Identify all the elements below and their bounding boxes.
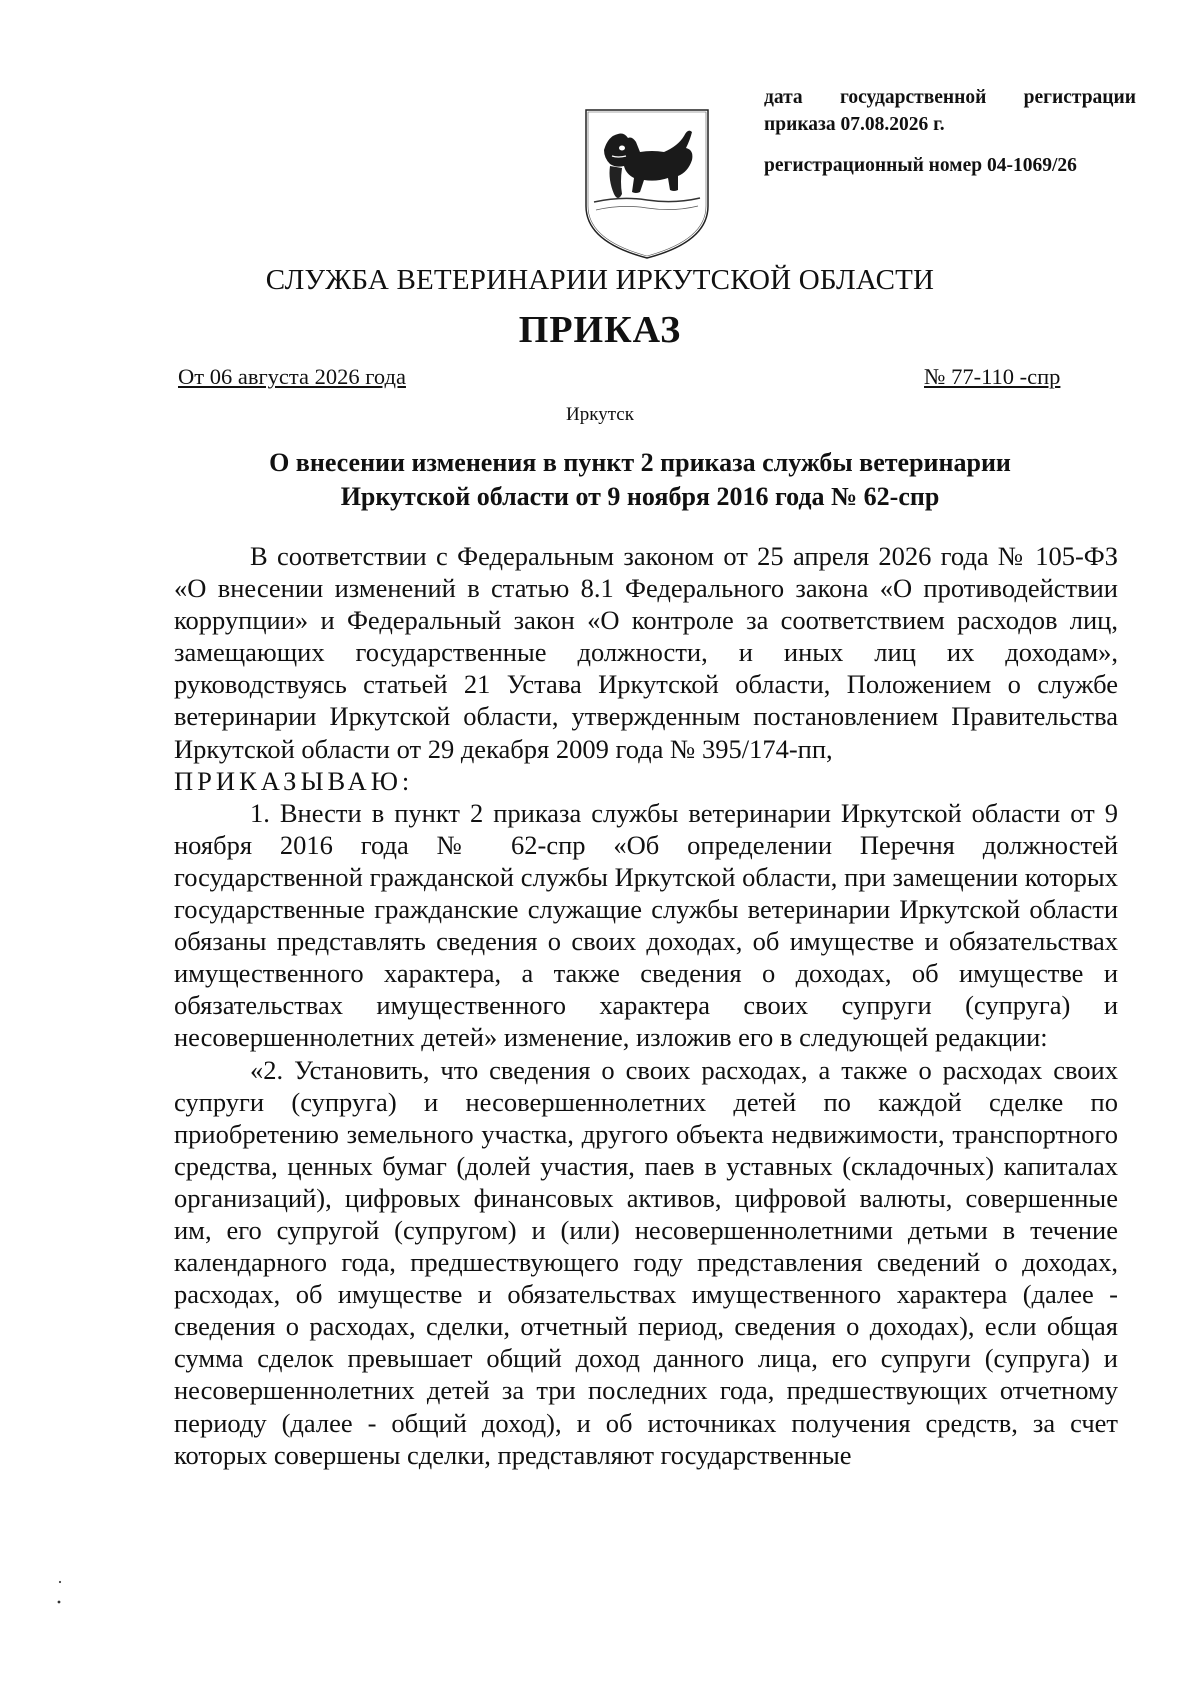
scan-speck-marks (56, 1578, 64, 1608)
subject-line-1: О внесении изменения в пункт 2 приказа службы ветеринарии (269, 448, 1011, 477)
registration-number: регистрационный номер 04-1069/26 (764, 155, 1077, 176)
order-subject (200, 446, 1080, 514)
registration-date-label: дата государственной регистрации (764, 87, 1136, 108)
order-body (174, 540, 1118, 1471)
order-date: От 06 августа 2026 года (178, 364, 406, 389)
point-1-paragraph: 1. Внести в пункт 2 приказа службы ветеринарии Иркутской области от 9 ноября 2016 года № 62-спр «Об определении Перечня должностей государственной гражданской службы Иркутской области, при замещении которых государственные гражданские служащие службы ветеринарии Иркутской области обязаны представлять сведения о своих доходах, об имуществе и обязательствах имущественного характера, а также сведения о доходах, об имуществе и обязательствах имущественного характера своих супруги (супруга) и несовершеннолетних детей» изменение, изложив его в следующей редакции: (174, 797, 1118, 1053)
organization-name: СЛУЖБА ВЕТЕРИНАРИИ ИРКУТСКОЙ ОБЛАСТИ (265, 264, 935, 296)
document-type-title: ПРИКАЗ (518, 309, 682, 351)
irkutsk-coat-of-arms-icon (582, 106, 712, 260)
order-word: ПРИКАЗЫВАЮ: (174, 765, 414, 796)
registration-date: приказа 07.08.2026 г. (764, 114, 945, 135)
point-2-paragraph: «2. Установить, что сведения о своих расходах, а также о расходах своих супруги (супруга) и несовершеннолетних детей по каждой сделке по приобретению земельного участка, другого объекта недвижимости, транспортного средства, ценных бумаг (долей участия, паев в уставных (складочных) капиталах организаций), цифровых финансовых активов, цифровой валюты, совершенные им, его супругой (супругом) и (или) несовершеннолетними детьми в течение календарного года, предшествующего году представления сведений о доходах, расходах, об имуществе и обязательствах имущественного характера (далее - сведения о расходах, сделки, отчетный период, сведения о доходах), если общая сумма сделок превышает общий доход данного лица, его супруги (супруга) и несовершеннолетних детей за три последних года, предшествующих отчетному периоду (далее - общий доход), и об источниках получения средств, за счет которых совершены сделки, представляют государственные (174, 1054, 1118, 1470)
preamble-paragraph: В соответствии с Федеральным законом от 25 апреля 2026 года № 105-ФЗ «О внесении изменений в статью 8.1 Федерального закона «О противодействии коррупции» и Федеральный закон «О контроле за соответствием расходов лиц, замещающих государственные должности, и иных лиц их доходам», руководствуясь статьей 21 Устава Иркутской области, Положением о службе ветеринарии Иркутской области, утвержденным постановлением Правительства Иркутской области от 29 декабря 2009 года № 395/174-пп, (174, 541, 1118, 764)
subject-line-2: Иркутской области от 9 ноября 2016 года № 62-спр (340, 482, 940, 511)
registration-stamp (764, 84, 1136, 179)
city-name: Иркутск (566, 404, 634, 425)
order-number: № 77-110 -спр (924, 364, 1061, 389)
